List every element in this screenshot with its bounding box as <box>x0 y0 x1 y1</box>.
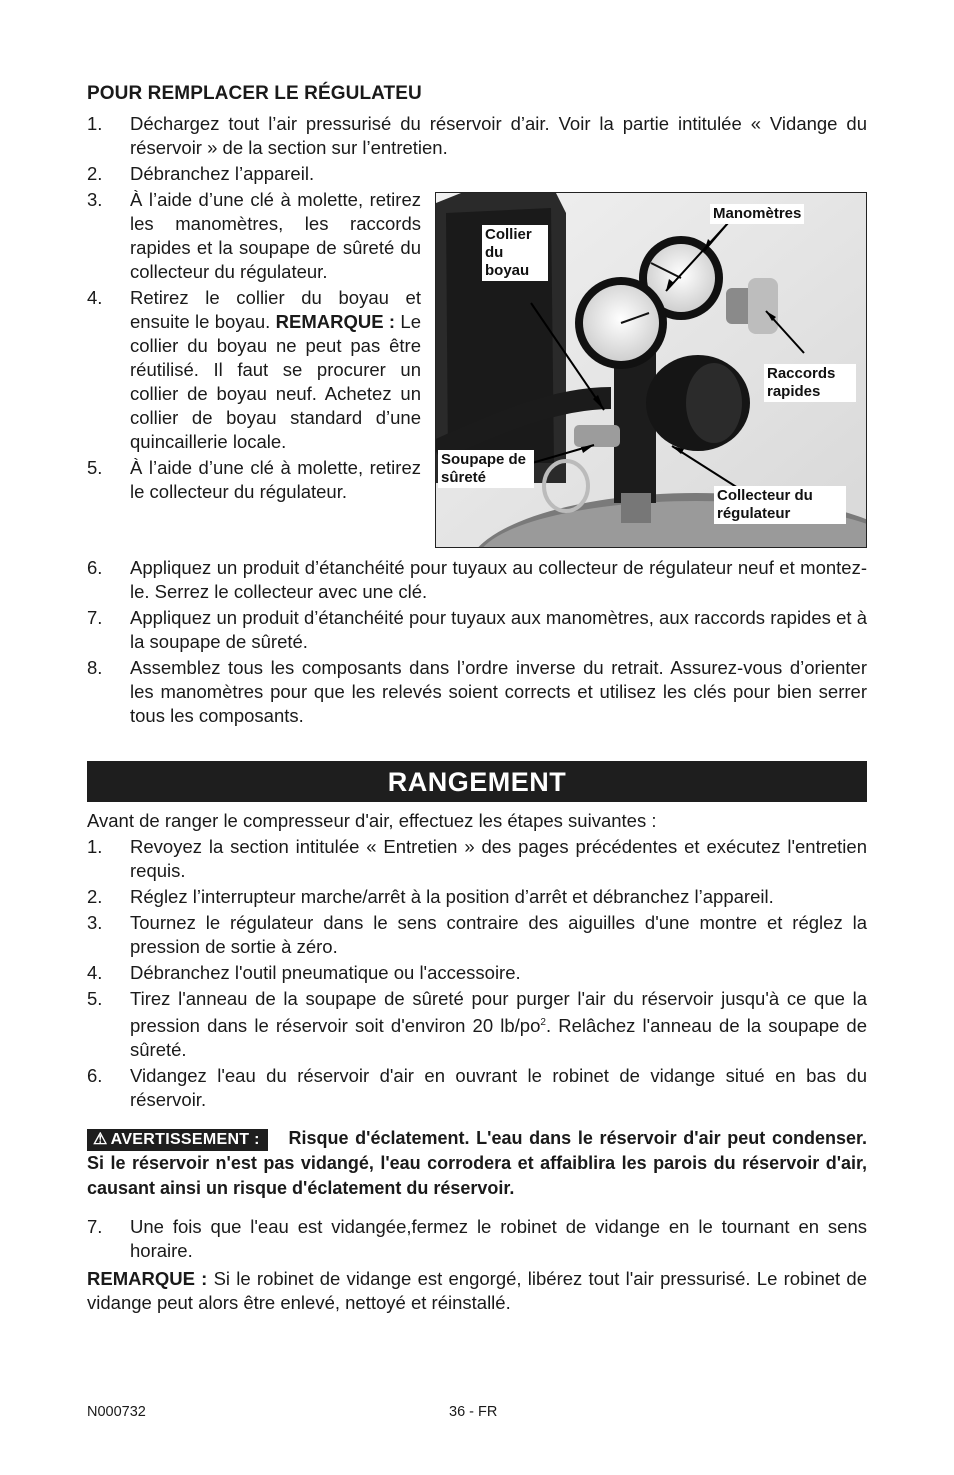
warning-text: Risque d'éclatement. L'eau dans le réservoir d'air peut condenser. Si le réservoir n'est pas vidangé, l'eau corrodera et affaiblira les parois du réservoir d'air, causant ainsi un risque d'éclatement du réservoir. <box>87 1128 867 1199</box>
page-number: 36 - FR <box>449 1404 498 1420</box>
replace-step: 8. Assemblez tous les composants dans l’ordre inverse du retrait. Assurez-vous d’orienter les manomètres pour que les relevés soient corrects et utilisez les clés pour bien serrer tous les composants. <box>87 657 867 726</box>
storage-step: 7. Une fois que l'eau est vidangée,fermez le robinet de vidange en le tournant en sens horaire. <box>87 1216 867 1262</box>
remark-text: Si le robinet de vidange est engorgé, libérez tout l'air pressurisé. Le robinet de vidange peut alors être enlevé, nettoyé et réinstallé. <box>87 1268 867 1314</box>
collier-label: Collier du boyau <box>482 225 548 281</box>
storage-step: 4. Débranchez l'outil pneumatique ou l'accessoire. <box>87 962 521 983</box>
replace-step: 5. À l’aide d’une clé à molette, retirez le collecteur du régulateur. <box>87 457 421 502</box>
storage-step: 1. Revoyez la section intitulée « Entretien » des pages précédentes et exécutez l'entretien requis. <box>87 836 867 881</box>
storage-intro: Avant de ranger le compresseur d'air, effectuez les étapes suivantes : <box>87 810 657 831</box>
soupape-label: Soupape de sûreté <box>438 450 534 488</box>
manometres-label: Manomètres <box>710 204 804 224</box>
collecteur-label: Collecteur du régulateur <box>714 486 846 524</box>
storage-step: 2. Réglez l’interrupteur marche/arrêt à la position d’arrêt et débranchez l’appareil. <box>87 886 774 907</box>
remark-block <box>87 1267 867 1315</box>
replace-step: 2. Débranchez l’appareil. <box>87 163 315 184</box>
replace-steps-list <box>87 112 867 728</box>
warning-badge: ⚠ AVERTISSEMENT : <box>87 1129 268 1151</box>
replace-step: 3. À l’aide d’une clé à molette, retirez les manomètres, les raccords rapides et la soupape de sûreté du collecteur du régulateur. <box>87 189 421 282</box>
replace-steps-area <box>87 112 867 728</box>
storage-step: 5. Tirez l'anneau de la soupape de sûreté pour purger l'air du réservoir jusqu'à ce que la pression dans le réservoir soit d'environ 20 $lb/po^2$. Relâchez l'anneau de la soupape de sûreté. <box>87 988 867 1061</box>
storage-step: 6. Vidangez l'eau du réservoir d'air en ouvrant le robinet de vidange situé en bas du réservoir. <box>87 1065 867 1111</box>
raccords-label: Raccords rapides <box>764 364 856 402</box>
replace-step: 6. Appliquez un produit d’étanchéité pour tuyaux au collecteur de régulateur neuf et montez-le. Serrez le collecteur avec une clé. <box>87 557 867 602</box>
doc-number: N000732 <box>87 1404 146 1420</box>
replace-regulator-heading: POUR REMPLACER LE RÉGULATEU <box>87 83 422 104</box>
replace-step: 1. Déchargez tout l’air pressurisé du réservoir d’air. Voir la partie intitulée « Vidange du réservoir » de la section sur l’entretien. <box>87 113 867 158</box>
manual-page <box>87 82 867 1315</box>
remark-label: REMARQUE : <box>87 1268 208 1290</box>
replace-step: 7. Appliquez un produit d’étanchéité pour tuyaux aux manomètres, aux raccords rapides et à la soupape de sûreté. <box>87 607 867 652</box>
warning-triangle-icon: ⚠ <box>93 1131 108 1149</box>
storage-steps-list <box>87 835 867 1112</box>
storage-heading-band: RANGEMENT <box>87 761 867 802</box>
storage-step: 3. Tournez le régulateur dans le sens contraire des aiguilles d'une montre et réglez la pression de sortie à zéro. <box>87 912 867 957</box>
storage-step7-list <box>87 1215 867 1263</box>
replace-step: 4. Retirez le collier du boyau et ensuite le boyau. REMARQUE : Le collier du boyau ne peut pas être réutilisé. Il faut se procurer un collier de boyau neuf. Achetez un collier de boyau standard d’une quincaillerie locale. <box>87 287 421 452</box>
warning-block <box>87 1126 867 1201</box>
